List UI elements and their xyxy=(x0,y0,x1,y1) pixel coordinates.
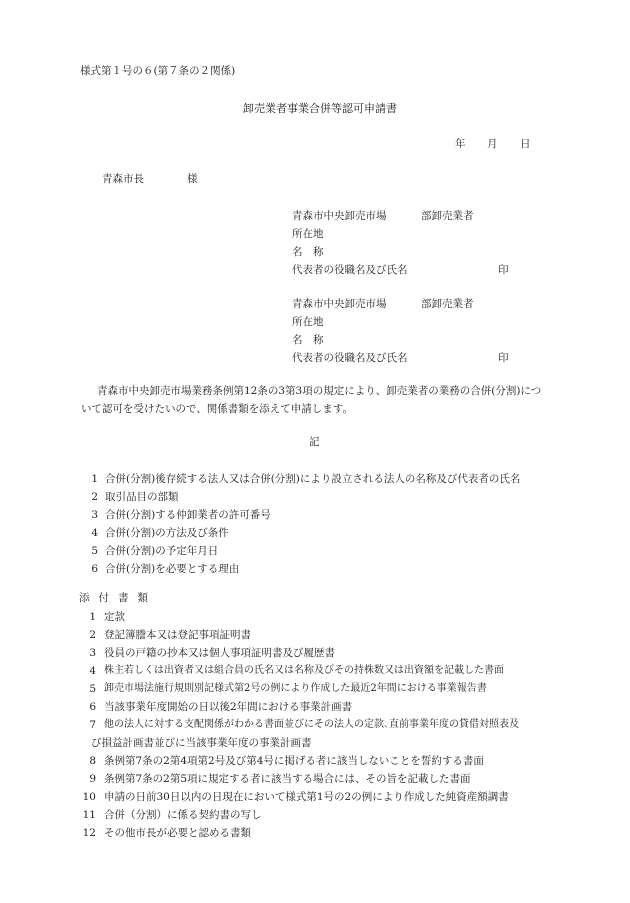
applicant-seal: 印 xyxy=(498,264,509,276)
item-text: 取引品目の部類 xyxy=(105,491,179,503)
addressee-honorific: 様 xyxy=(187,173,198,185)
date-month: 月 xyxy=(487,138,498,150)
attachment-number: 6 xyxy=(89,701,96,713)
body-line-1: 青森市中央卸売市場業務条例第12条の3第3項の規定により、卸売業者の業務の合併(分割)につ xyxy=(97,385,542,397)
item-text: 合併(分割)する仲卸業者の許可番号 xyxy=(105,509,271,521)
item-number: 2 xyxy=(91,491,98,503)
applicant-dept: 部卸売業者 xyxy=(421,210,474,222)
attachment-text: 他の法人に対する支配関係がわかる書面並びにその法人の定款､直前事業年度の貸借対照表及 xyxy=(104,719,519,730)
attachment-text: 条例第7条の2第4項第2号及び第4号に掲げる者に該当しないことを誓約する書面 xyxy=(104,755,484,767)
item-text: 合併(分割)の予定年月日 xyxy=(105,545,219,557)
ki-heading: 記 xyxy=(309,436,320,448)
addressee-name: 青森市長 xyxy=(102,173,144,185)
applicant-seal: 印 xyxy=(498,352,509,364)
attachment-number: 11 xyxy=(82,809,96,821)
form-number: 様式第１号の６(第７条の２関係) xyxy=(80,65,236,77)
attachment-text: 定款 xyxy=(104,611,125,623)
attachment-text: その他市長が必要と認める書類 xyxy=(104,827,251,839)
item-number: 4 xyxy=(91,527,98,539)
applicant-market: 青森市中央卸売市場 xyxy=(292,298,387,310)
attachment-text: 登記簿謄本又は登記事項証明書 xyxy=(104,629,251,641)
date-year: 年 xyxy=(455,138,466,150)
attachment-text: 株主若しくは出資者又は組合員の氏名又は名称及びその持株数又は出資額を記載した書面 xyxy=(104,665,504,676)
attachment-text: 当該事業年度開始の日以後2年間における事業計画書 xyxy=(104,701,353,713)
attachment-text: 卸売市場法施行規則別記様式第2号の例により作成した最近2年間における事業報告書 xyxy=(104,683,487,694)
item-number: 3 xyxy=(91,509,98,521)
attachment-continuation: び損益計画書並びに当該事業年度の事業計画書 xyxy=(91,737,312,749)
applicant-market: 青森市中央卸売市場 xyxy=(292,210,387,222)
applicant-address-label: 所在地 xyxy=(292,316,324,328)
attachment-number: 12 xyxy=(82,827,96,839)
applicant-rep-label: 代表者の役職名及び氏名 xyxy=(292,352,408,364)
item-text: 合併(分割)を必要とする理由 xyxy=(105,563,240,575)
applicant-name-label: 名 称 xyxy=(292,334,324,346)
attachment-number: 1 xyxy=(89,611,96,623)
date-day: 日 xyxy=(520,138,531,150)
item-text: 合併(分割)の方法及び条件 xyxy=(105,527,229,539)
attachments-heading: 添付書類 xyxy=(79,592,157,604)
attachment-number: 4 xyxy=(89,665,96,677)
applicant-rep-label: 代表者の役職名及び氏名 xyxy=(292,264,408,276)
item-number: 5 xyxy=(91,545,98,557)
item-number: 1 xyxy=(91,473,98,485)
applicant-name-label: 名 称 xyxy=(292,246,324,258)
body-line-2: いて認可を受けたいので、関係書類を添えて申請します。 xyxy=(81,403,353,415)
attachment-number: 7 xyxy=(89,719,96,731)
attachment-number: 5 xyxy=(89,683,96,695)
applicant-dept: 部卸売業者 xyxy=(421,298,474,310)
item-number: 6 xyxy=(91,563,98,575)
attachment-text: 合併（分割）に係る契約書の写し xyxy=(104,809,262,821)
attachment-number: 10 xyxy=(82,791,96,803)
attachment-text: 申請の日前30日以内の日現在において様式第1号の2の例により作成した純資産額調書 xyxy=(104,791,509,803)
attachment-number: 2 xyxy=(89,629,96,641)
attachment-text: 役員の戸籍の抄本又は個人事項証明書及び履歴書 xyxy=(104,647,335,659)
item-text: 合併(分割)後存続する法人又は合併(分割)により設立される法人の名称及び代表者の氏名 xyxy=(105,473,521,485)
attachment-number: 8 xyxy=(89,755,96,767)
attachment-number: 9 xyxy=(89,773,96,785)
attachment-number: 3 xyxy=(89,647,96,659)
applicant-address-label: 所在地 xyxy=(292,228,324,240)
attachment-text: 条例第7条の2第5項に規定する者に該当する場合には、その旨を記載した書面 xyxy=(104,773,471,785)
document-title: 卸売業者事業合併等認可申請書 xyxy=(243,102,397,115)
